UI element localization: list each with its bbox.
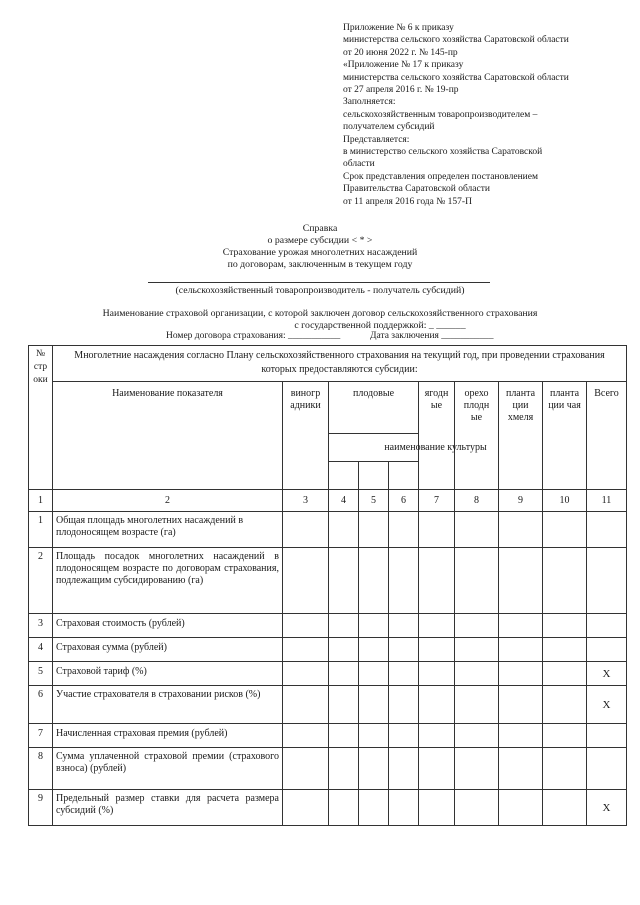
total-cell[interactable]: Х — [587, 790, 627, 826]
value-cell[interactable] — [543, 724, 587, 748]
col-number: 1 — [29, 490, 53, 512]
row-label: Общая площадь многолетних насаждений в плодоносящем возрасте (га) — [53, 512, 283, 548]
header-line: Правительства Саратовской области — [343, 184, 490, 195]
total-cell[interactable] — [587, 512, 627, 548]
doc-subtitle-3: по договорам, заключенным в текущем году — [227, 259, 413, 270]
contract-number-label: Номер договора страхования: ___________ — [166, 331, 341, 341]
header-line: области — [343, 159, 375, 170]
value-cell[interactable] — [499, 748, 543, 790]
table-row — [29, 638, 627, 662]
value-cell[interactable] — [455, 512, 499, 548]
row-label: Страховая сумма (рублей) — [53, 638, 283, 662]
header-line: министерства сельского хозяйства Саратовской области — [343, 35, 569, 46]
value-cell[interactable] — [329, 512, 359, 548]
value-cell[interactable] — [419, 638, 455, 662]
header-line: министерства сельского хозяйства Саратовской области — [343, 72, 569, 83]
header-line: получателем субсидий — [343, 122, 435, 133]
header-hops: планта ции хмеля — [499, 382, 543, 490]
table-row — [29, 686, 627, 724]
col-number: 8 — [455, 490, 499, 512]
producer-caption: (сельскохозяйственный товаропроизводитель - получатель субсидий) — [175, 285, 465, 296]
header-line: Заполняется: — [343, 97, 396, 108]
value-cell[interactable] — [419, 614, 455, 638]
doc-subtitle-2: Страхование урожая многолетних насаждений — [222, 247, 418, 258]
value-cell[interactable] — [419, 748, 455, 790]
value-cell[interactable] — [329, 614, 359, 638]
value-cell[interactable] — [455, 662, 499, 686]
total-cell[interactable]: Х — [587, 662, 627, 686]
table-row — [29, 662, 627, 686]
contract-date-label: Дата заключения ___________ — [370, 331, 494, 341]
value-cell[interactable] — [455, 790, 499, 826]
value-cell[interactable] — [283, 614, 329, 638]
value-cell[interactable] — [499, 638, 543, 662]
value-cell[interactable] — [499, 548, 543, 614]
value-cell[interactable] — [329, 548, 359, 614]
row-label: Страховой тариф (%) — [53, 662, 283, 686]
value-cell[interactable] — [359, 748, 389, 790]
value-cell[interactable] — [359, 614, 389, 638]
value-cell[interactable] — [419, 686, 455, 724]
value-cell[interactable] — [389, 748, 419, 790]
value-cell[interactable] — [419, 548, 455, 614]
table-row — [29, 748, 627, 790]
subsidy-table — [28, 345, 627, 826]
doc-title: Справка — [302, 223, 338, 234]
value-cell[interactable] — [499, 686, 543, 724]
indicator-header: Наименование показателя — [53, 382, 283, 490]
value-cell[interactable] — [455, 638, 499, 662]
fruit-subcol — [329, 462, 359, 490]
header-line: от 20 июня 2022 г. № 145-пр — [343, 47, 458, 58]
total-cell[interactable] — [587, 724, 627, 748]
value-cell[interactable] — [499, 662, 543, 686]
col-number: 5 — [359, 490, 389, 512]
value-cell[interactable] — [543, 790, 587, 826]
table-row — [29, 724, 627, 748]
value-cell[interactable] — [283, 512, 329, 548]
value-cell[interactable] — [389, 614, 419, 638]
value-cell[interactable] — [543, 638, 587, 662]
value-cell[interactable] — [389, 790, 419, 826]
row-number: 3 — [29, 614, 53, 638]
row-number: 6 — [29, 686, 53, 724]
value-cell[interactable] — [359, 686, 389, 724]
header-line: Срок представления определен постановлением — [343, 171, 538, 182]
value-cell[interactable] — [283, 662, 329, 686]
col-number: 10 — [543, 490, 587, 512]
header-tea: планта ции чая — [543, 382, 587, 490]
row-label: Сумма уплаченной страховой премии (страхового взноса) (рублей) — [53, 748, 283, 790]
value-cell[interactable] — [329, 724, 359, 748]
row-number: 7 — [29, 724, 53, 748]
table-row — [29, 790, 627, 826]
value-cell[interactable] — [359, 662, 389, 686]
row-label: Страховая стоимость (рублей) — [53, 614, 283, 638]
value-cell[interactable] — [359, 638, 389, 662]
row-number: 1 — [29, 512, 53, 548]
row-number: 4 — [29, 638, 53, 662]
total-cell[interactable] — [587, 748, 627, 790]
value-cell[interactable] — [543, 512, 587, 548]
value-cell[interactable] — [389, 724, 419, 748]
total-cell[interactable] — [587, 548, 627, 614]
col-number: 3 — [283, 490, 329, 512]
header-fruit: плодовые — [329, 382, 419, 434]
col-number: 2 — [53, 490, 283, 512]
value-cell[interactable] — [329, 686, 359, 724]
value-cell[interactable] — [499, 512, 543, 548]
table-row — [29, 512, 627, 548]
col-number: 4 — [329, 490, 359, 512]
header-line: в министерство сельского хозяйства Саратовской — [343, 147, 543, 158]
header-line: от 11 апреля 2016 года № 157-П — [343, 196, 472, 207]
insurer-label: Наименование страховой организации, с которой заключен договор сельскохозяйственного страхования — [102, 308, 538, 319]
col-number: 11 — [587, 490, 627, 512]
col-number: 6 — [389, 490, 419, 512]
table-row — [29, 548, 627, 614]
value-cell[interactable] — [455, 686, 499, 724]
header-berry: ягодн ые — [419, 382, 455, 490]
value-cell[interactable] — [389, 638, 419, 662]
row-label: Начисленная страховая премия (рублей) — [53, 724, 283, 748]
value-cell[interactable] — [329, 748, 359, 790]
value-cell[interactable] — [543, 662, 587, 686]
value-cell[interactable] — [389, 686, 419, 724]
col-row-number-header: № стр оки — [29, 346, 53, 490]
total-cell[interactable] — [587, 614, 627, 638]
value-cell[interactable] — [389, 512, 419, 548]
col-number: 7 — [419, 490, 455, 512]
value-cell[interactable] — [543, 614, 587, 638]
value-cell[interactable] — [329, 790, 359, 826]
value-cell[interactable] — [283, 686, 329, 724]
value-cell[interactable] — [283, 548, 329, 614]
value-cell[interactable] — [455, 724, 499, 748]
value-cell[interactable] — [359, 724, 389, 748]
value-cell[interactable] — [499, 724, 543, 748]
value-cell[interactable] — [329, 662, 359, 686]
value-cell[interactable] — [543, 548, 587, 614]
insurer-state-support: с государственной поддержкой: _ ______ — [294, 320, 466, 331]
value-cell[interactable] — [419, 512, 455, 548]
header-line: от 27 апреля 2016 г. № 19-пр — [343, 85, 459, 96]
total-cell[interactable]: Х — [587, 686, 627, 724]
producer-underline — [148, 282, 490, 283]
fruit-subcol — [359, 462, 389, 490]
fruit-subcol — [389, 462, 419, 490]
value-cell[interactable] — [283, 638, 329, 662]
value-cell[interactable] — [543, 686, 587, 724]
value-cell[interactable] — [283, 790, 329, 826]
row-label: Участие страхователя в страховании рисков (%) — [53, 686, 283, 724]
value-cell[interactable] — [359, 512, 389, 548]
header-line: Приложение № 6 к приказу — [343, 23, 454, 33]
value-cell[interactable] — [455, 548, 499, 614]
header-line: Представляется: — [343, 134, 410, 145]
value-cell[interactable] — [283, 748, 329, 790]
value-cell[interactable] — [389, 662, 419, 686]
value-cell[interactable] — [359, 790, 389, 826]
value-cell[interactable] — [359, 548, 389, 614]
total-cell[interactable] — [587, 638, 627, 662]
value-cell[interactable] — [543, 748, 587, 790]
header-total: Всего — [587, 382, 627, 490]
doc-subtitle: о размере субсидии < * > — [267, 235, 373, 246]
header-line: сельскохозяйственным товаропроизводителем – — [343, 109, 538, 120]
value-cell[interactable] — [455, 614, 499, 638]
row-number: 9 — [29, 790, 53, 826]
value-cell[interactable] — [455, 748, 499, 790]
header-nut: орехо плодн ые — [455, 382, 499, 490]
value-cell[interactable] — [419, 724, 455, 748]
document-header — [343, 22, 633, 208]
header-line: «Приложение № 17 к приказу — [343, 60, 464, 71]
value-cell[interactable] — [419, 662, 455, 686]
table-row — [29, 614, 627, 638]
group-header: Многолетние насаждения согласно Плану сельскохозяйственного страхования на текущий год, при проведении страхования которых предоставляются субсидии: — [53, 346, 627, 382]
value-cell[interactable] — [283, 724, 329, 748]
value-cell[interactable] — [419, 790, 455, 826]
row-label: Площадь посадок многолетних насаждений в плодоносящем возрасте по договорам страхования, подлежащим субсидированию (га) — [53, 548, 283, 614]
crop-name-header: наименование культуры — [329, 434, 543, 462]
row-label: Предельный размер ставки для расчета размера субсидий (%) — [53, 790, 283, 826]
value-cell[interactable] — [499, 614, 543, 638]
header-vineyards: виногр адники — [283, 382, 329, 490]
row-number: 8 — [29, 748, 53, 790]
col-number: 9 — [499, 490, 543, 512]
row-number: 5 — [29, 662, 53, 686]
value-cell[interactable] — [389, 548, 419, 614]
value-cell[interactable] — [329, 638, 359, 662]
value-cell[interactable] — [499, 790, 543, 826]
row-number: 2 — [29, 548, 53, 614]
